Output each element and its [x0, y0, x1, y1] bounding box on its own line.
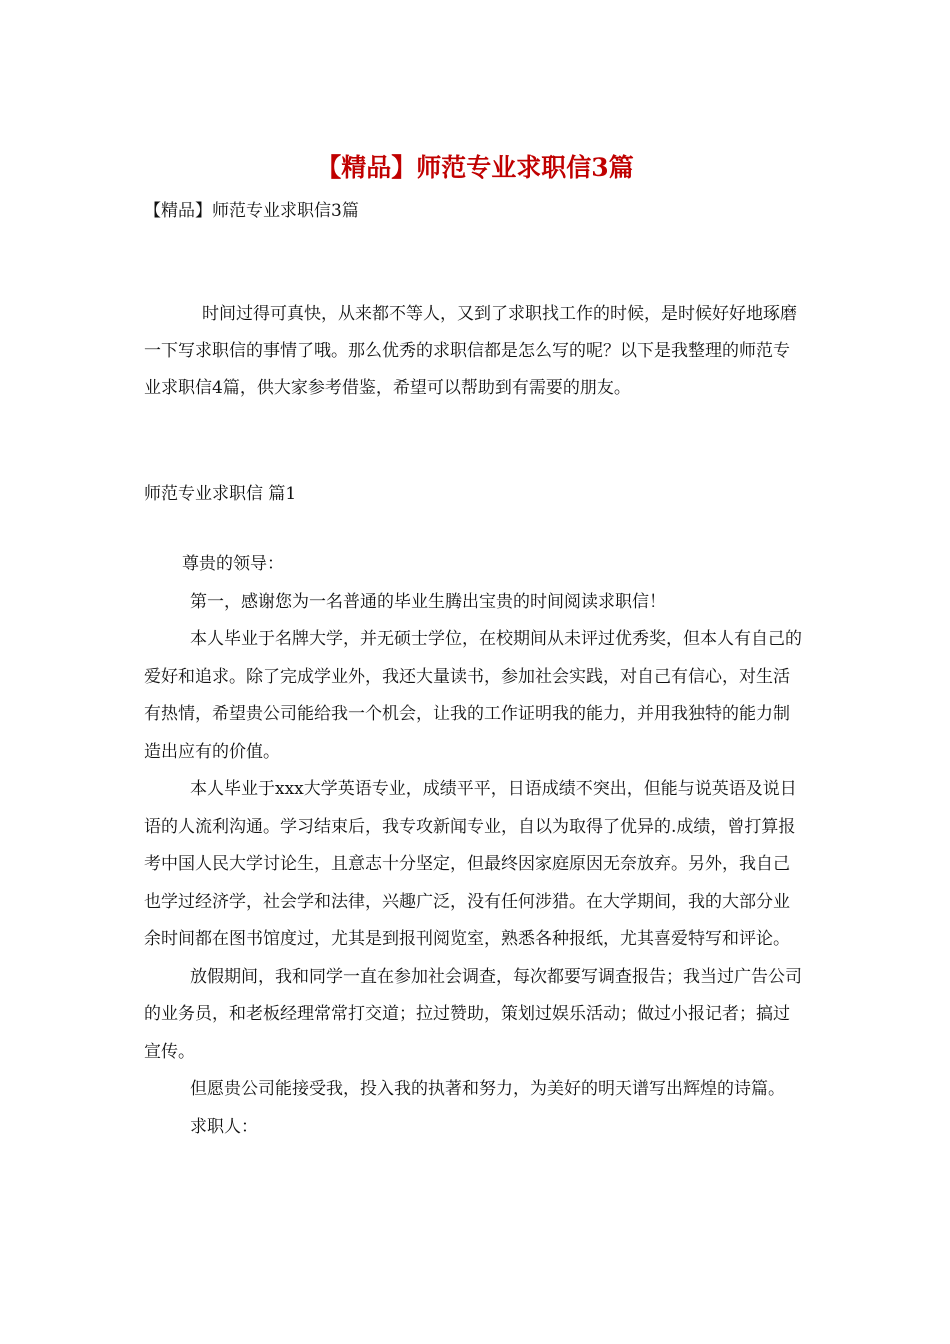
letter-paragraph-2: 本人毕业于名牌大学，并无硕士学位，在校期间从未评过优秀奖，但本人有自己的爱好和追求。除了完成学业外，我还大量读书，参加社会实践，对自己有信心，对生活有热情，希望贵公司能给我一个机会，让我的工作证明我的能力，并用我独特的能力制造出应有的价值。: [144, 629, 802, 762]
letter-paragraph-5: 但愿贵公司能接受我，投入我的执著和努力，为美好的明天谱写出辉煌的诗篇。: [190, 1079, 785, 1099]
letter-paragraph-3: 本人毕业于xxx大学英语专业，成绩平平，日语成绩不突出，但能与说英语及说日语的人流利沟通。学习结束后，我专攻新闻专业，自以为取得了优异的.成绩，曾打算报考中国人民大学讨论生，且意志十分坚定，但最终因家庭原因无奈放弃。另外，我自己也学过经济学，社会学和法律，兴趣广泛，没有任何涉猎。在大学期间，我的大部分业余时间都在图书馆度过，尤其是到报刊阅览室，熟悉各种报纸，尤其喜爱特写和评论。: [144, 779, 797, 949]
intro-paragraph: 时间过得可真快，从来都不等人，又到了求职找工作的时候，是时候好好地琢磨一下写求职信的事情了哦。那么优秀的求职信都是怎么写的呢？以下是我整理的师范专业求职信4篇，供大家参考借鉴，希望可以帮助到有需要的朋友。: [144, 304, 797, 398]
letter-salutation: 尊贵的领导：: [182, 554, 284, 574]
letter-signature: 求职人：: [190, 1116, 258, 1137]
letter-body: [144, 546, 804, 1146]
letter-paragraph-1: 第一，感谢您为一名普通的毕业生腾出宝贵的时间阅读求职信！: [190, 591, 666, 612]
document-subtitle: 【精品】师范专业求职信3篇: [144, 201, 359, 221]
section-heading: 师范专业求职信 篇1: [144, 484, 297, 504]
document-title: 【精品】师范专业求职信3篇: [316, 153, 634, 182]
letter-paragraph-4: 放假期间，我和同学一直在参加社会调查，每次都要写调查报告；我当过广告公司的业务员，和老板经理常常打交道；拉过赞助，策划过娱乐活动；做过小报记者；搞过宣传。: [144, 966, 802, 1062]
